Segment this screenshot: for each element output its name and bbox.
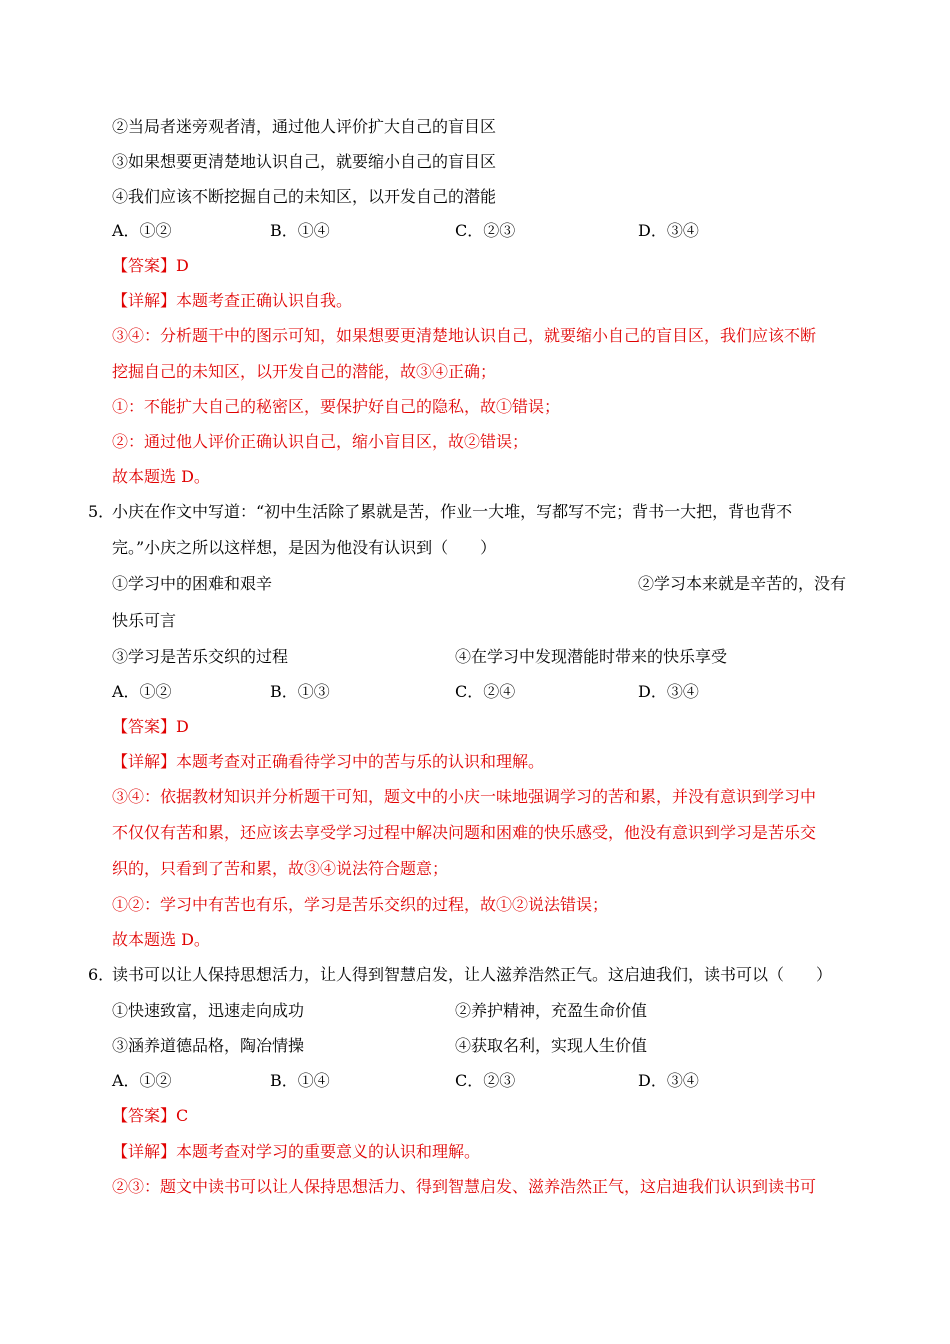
statement-4: ④我们应该不断挖掘自己的未知区，以开发自己的潜能 <box>112 187 497 206</box>
explanation-line: 织的，只看到了苦和累，故③④说法符合题意； <box>112 859 449 878</box>
detail-heading: 【详解】本题考查对正确看待学习中的苦与乐的认识和理解。 <box>112 752 545 771</box>
option-c: C．②④ <box>455 682 516 701</box>
option-a: A．①② <box>112 221 172 240</box>
option-d: D．③④ <box>638 221 699 240</box>
option-d: D．③④ <box>638 1071 699 1090</box>
statement-4: ④在学习中发现潜能时带来的快乐享受 <box>455 647 728 666</box>
statement-1: ①学习中的困难和艰辛 <box>112 574 273 593</box>
option-b: B．①④ <box>270 221 330 240</box>
statement-1: ①快速致富，迅速走向成功 <box>112 1001 305 1020</box>
option-b: B．①③ <box>270 682 330 701</box>
explanation-line: ①：不能扩大自己的秘密区，要保护好自己的隐私，故①错误； <box>112 397 561 416</box>
explanation-line: 不仅仅有苦和累，还应该去享受学习过程中解决问题和困难的快乐感受，他没有意识到学习是苦乐交 <box>112 823 817 842</box>
explanation-line: 故本题选 D。 <box>112 930 210 949</box>
option-a: A．①② <box>112 1071 172 1090</box>
statement-3: ③涵养道德品格，陶冶情操 <box>112 1036 305 1055</box>
answer: 【答案】D <box>112 256 189 275</box>
explanation-line: 挖掘自己的未知区，以开发自己的潜能，故③④正确； <box>112 362 497 381</box>
answer: 【答案】D <box>112 717 189 736</box>
explanation-line: ②：通过他人评价正确认识自己，缩小盲目区，故②错误； <box>112 432 529 451</box>
statement-4: ④获取名利，实现人生价值 <box>455 1036 648 1055</box>
option-c: C．②③ <box>455 1071 516 1090</box>
question-number: 5． <box>88 502 115 521</box>
option-b: B．①④ <box>270 1071 330 1090</box>
explanation-line: ①②：学习中有苦也有乐，学习是苦乐交织的过程，故①②说法错误； <box>112 895 609 914</box>
statement-2: ②当局者迷旁观者清，通过他人评价扩大自己的盲目区 <box>112 117 497 136</box>
explanation-line: ③④：分析题干中的图示可知，如果想要更清楚地认识自己，就要缩小自己的盲目区，我们应该不断 <box>112 326 817 345</box>
statement-2: ②养护精神，充盈生命价值 <box>455 1001 648 1020</box>
question-stem: 读书可以让人保持思想活力，让人得到智慧启发，让人滋养浩然正气。这启迪我们，读书可以（ ） <box>112 965 833 984</box>
statement-2-cont: 快乐可言 <box>112 611 177 630</box>
question-number: 6． <box>88 965 115 984</box>
detail-heading: 【详解】本题考查正确认识自我。 <box>112 291 353 310</box>
option-a: A．①② <box>112 682 172 701</box>
detail-heading: 【详解】本题考查对学习的重要意义的认识和理解。 <box>112 1142 481 1161</box>
explanation-line: 故本题选 D。 <box>112 467 210 486</box>
statement-3: ③如果想要更清楚地认识自己，就要缩小自己的盲目区 <box>112 152 497 171</box>
statement-2: ②学习本来就是辛苦的，没有 <box>638 574 847 593</box>
question-stem: 小庆在作文中写道：“初中生活除了累就是苦，作业一大堆，写都写不完；背书一大把，背也背不 <box>112 502 793 521</box>
option-c: C．②③ <box>455 221 516 240</box>
question-stem: 完。”小庆之所以这样想，是因为他没有认识到（ ） <box>112 538 497 557</box>
statement-3: ③学习是苦乐交织的过程 <box>112 647 289 666</box>
answer: 【答案】C <box>112 1106 189 1125</box>
explanation-line: ②③：题文中读书可以让人保持思想活力、得到智慧启发、滋养浩然正气，这启迪我们认识到读书可 <box>112 1177 817 1196</box>
option-d: D．③④ <box>638 682 699 701</box>
explanation-line: ③④：依据教材知识并分析题干可知，题文中的小庆一味地强调学习的苦和累，并没有意识到学习中 <box>112 787 817 806</box>
